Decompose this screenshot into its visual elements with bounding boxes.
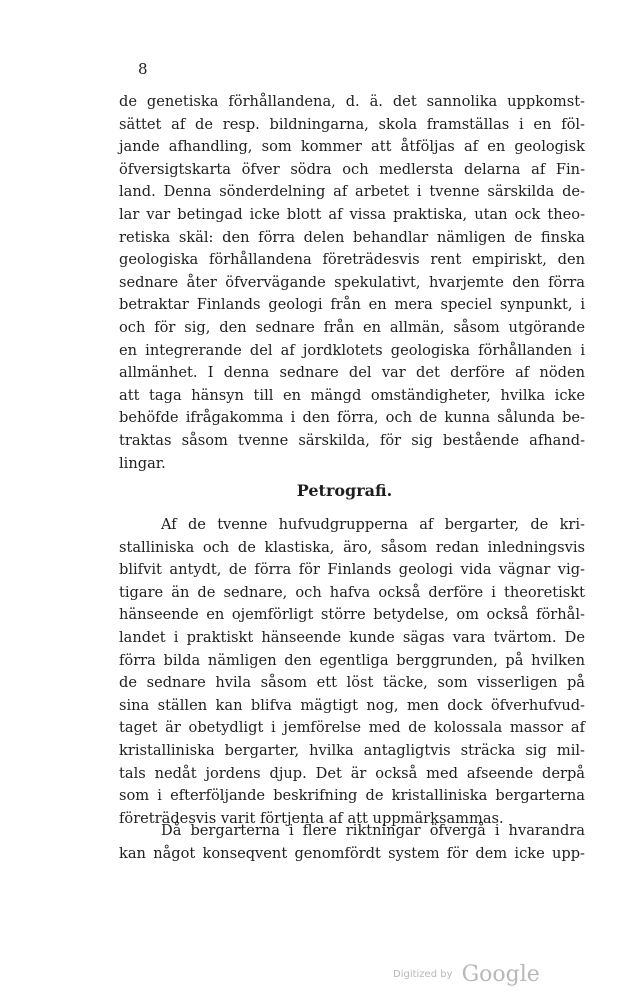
text-line: land. Denna sönderdelning af arbetet i tvenne särskilda de- xyxy=(119,183,585,201)
text-line: kan något konseqvent genomfördt system för dem icke upp- xyxy=(119,844,585,862)
text-line: lar var betingad icke blott af vissa praktiska, utan ock theo- xyxy=(119,205,585,223)
text-line: stalliniska och de klastiska, äro, såsom redan inledningsvis xyxy=(119,538,585,556)
text-line: hänseende en ojemförligt större betydelse, om också förhål- xyxy=(119,606,585,624)
text-line: förra bilda nämligen den egentliga berggrunden, på hvilken xyxy=(119,651,585,669)
text-line: företrädesvis varit förtjenta af att uppmärksammas. xyxy=(119,809,504,827)
paragraph-bergarter xyxy=(119,820,585,865)
text-line: de sednare hvila såsom ett löst täcke, som visserligen på xyxy=(119,674,585,692)
digitized-watermark xyxy=(393,962,540,987)
text-line: taget är obetydligt i jemförelse med de kolossala massor af xyxy=(119,719,585,737)
paragraph-petrografi xyxy=(119,514,585,830)
text-line: allmänhet. I denna sednare del var det derföre af nöden xyxy=(119,364,585,382)
text-line: Af de tvenne hufvudgrupperna af bergarter, de kri- xyxy=(161,516,585,533)
text-line: en integrerande del af jordklotets geologiska förhållanden i xyxy=(119,341,585,359)
page-number: 8 xyxy=(138,60,148,78)
text-line: traktas såsom tvenne särskilda, för sig bestående afhand- xyxy=(119,431,585,449)
text-line: sina ställen kan blifva mägtigt nog, men dock öfverhufvud- xyxy=(119,696,585,714)
text-line: betraktar Finlands geologi från en mera speciel synpunkt, i xyxy=(119,296,585,314)
text-line: Då bergarterna i flere riktningar öfvergå i hvarandra xyxy=(161,822,585,839)
watermark-prefix: Digitized by xyxy=(393,969,453,980)
text-line: som i efterföljande beskrifning de kristalliniska bergarterna xyxy=(119,787,585,805)
text-line: kristalliniska bergarter, hvilka antagligtvis sträcka sig mil- xyxy=(119,741,585,759)
text-line: de genetiska förhållandena, d. ä. det sannolika uppkomst- xyxy=(119,93,585,110)
paragraph-intro-continued xyxy=(119,91,585,475)
text-line: tigare än de sednare, och hafva också derföre i theoretiskt xyxy=(119,583,585,601)
section-heading: Petrografi. xyxy=(296,481,393,500)
text-line: och för sig, den sednare från en allmän, såsom utgörande xyxy=(119,318,585,336)
text-line: geologiska förhållandena företrädesvis rent empiriskt, den xyxy=(119,251,585,269)
text-line: retiska skäl: den förra delen behandlar nämligen de finska xyxy=(119,228,585,246)
text-line: att taga hänsyn till en mängd omständigheter, hvilka icke xyxy=(119,386,585,404)
google-logo: Google xyxy=(461,962,540,987)
text-line: blifvit antydt, de förra för Finlands geologi vida vägnar vig- xyxy=(119,561,585,579)
text-line: tals nedåt jordens djup. Det är också med afseende derpå xyxy=(119,764,585,782)
text-line: jande afhandling, som kommer att åtföljas af en geologisk xyxy=(119,138,585,156)
text-line: sättet af de resp. bildningarna, skola framställas i en föl- xyxy=(119,115,585,133)
text-line: lingar. xyxy=(119,454,166,472)
text-line: landet i praktiskt hänseende kunde sägas vara tvärtom. De xyxy=(119,628,585,646)
text-line: öfversigtskarta öfver södra och medlersta delarna af Fin- xyxy=(119,160,585,178)
text-line: behöfde ifrågakomma i den förra, och de kunna sålunda be- xyxy=(119,409,585,427)
text-line: sednare åter öfvervägande spekulativt, hvarjemte den förra xyxy=(119,273,585,291)
